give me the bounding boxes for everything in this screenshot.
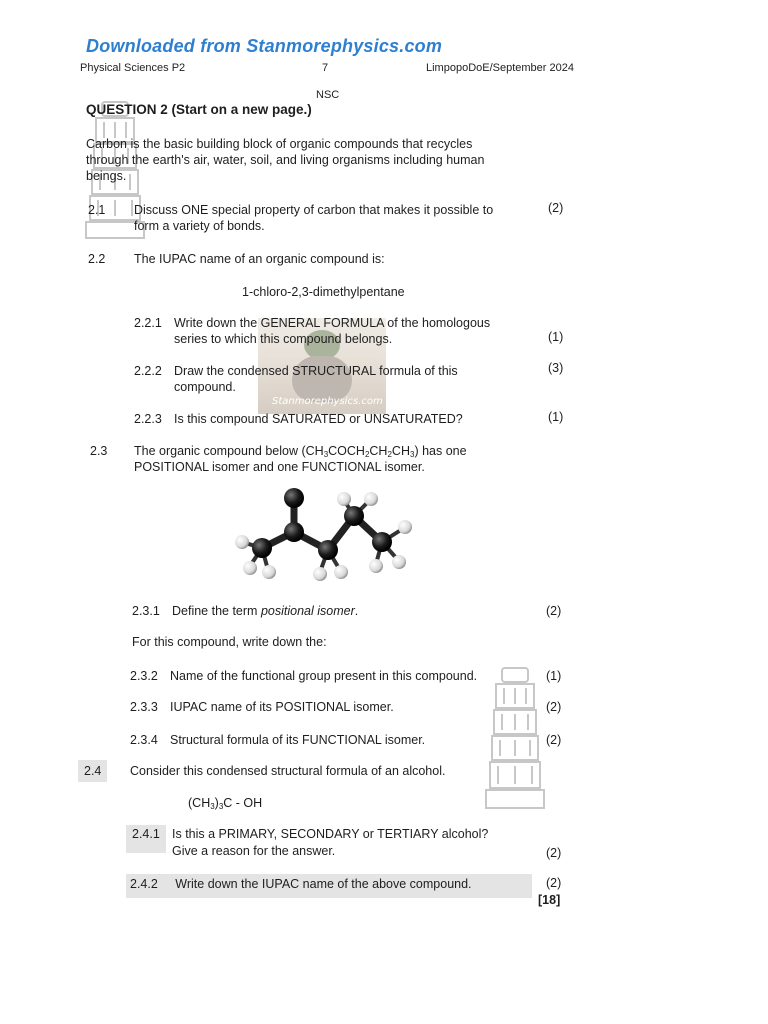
header-nsc: NSC: [316, 89, 340, 101]
q2-3-4-text: Structural formula of its FUNCTIONAL isomer.: [170, 733, 426, 747]
q2-2-2-number: 2.2.2: [134, 364, 162, 378]
q2-3-line-1: The organic compound below $(CH_3COCH_2CH_2CH_3)$ has one: [134, 444, 467, 459]
q2-2-3-number: 2.2.3: [134, 412, 162, 426]
q2-2-3-text: Is this compound SATURATED or UNSATURATED?: [174, 412, 463, 426]
q2-2-number: 2.2: [88, 252, 106, 266]
alcohol-formula: $(CH_3)_3C$ - OH: [188, 796, 263, 811]
q2-2-2-marks: (3): [548, 361, 564, 375]
q2-2-2-line-1: Draw the condensed STRUCTURAL formula of this: [174, 364, 458, 378]
q2-3-4-number: 2.3.4: [130, 733, 158, 747]
question-total-marks: [18]: [538, 893, 561, 907]
q2-2-1-line-2: series to which this compound belongs.: [174, 332, 393, 346]
tower-watermark-icon: [484, 664, 546, 814]
intro-line-1: Carbon is the basic building block of organic compounds that recycles: [86, 137, 473, 151]
q2-3-2-marks: (1): [546, 669, 562, 683]
q2-3-3-text: IUPAC name of its POSITIONAL isomer.: [170, 700, 394, 714]
ball-and-stick-molecule-image: [232, 486, 422, 584]
q2-4-1-line-1: Is this a PRIMARY, SECONDARY or TERTIARY alcohol?: [172, 827, 489, 841]
q2-4-2-number: 2.4.2: [130, 877, 158, 891]
q2-1-line-1: Discuss ONE special property of carbon that makes it possible to: [134, 203, 494, 217]
q2-4-number: 2.4: [78, 760, 107, 782]
for-this-compound-text: For this compound, write down the:: [132, 635, 327, 649]
q2-4-2-row: [126, 874, 532, 898]
q2-1-line-2: form a variety of bonds.: [134, 219, 265, 233]
question-title: QUESTION 2 (Start on a new page.): [86, 102, 312, 117]
q2-4-1-line-2: Give a reason for the answer.: [172, 844, 336, 858]
q2-2-3-marks: (1): [548, 410, 564, 424]
download-banner: Downloaded from Stanmorephysics.com: [86, 36, 443, 56]
q2-4-1-marks: (2): [546, 846, 562, 860]
q2-2-2-line-2: compound.: [174, 380, 236, 394]
q2-4-2-marks: (2): [546, 876, 562, 890]
q2-3-4-marks: (2): [546, 733, 562, 747]
header-subject: Physical Sciences P2: [80, 62, 186, 74]
header-page-number: 7: [322, 62, 329, 74]
q2-2-compound-name: 1-chloro-2,3-dimethylpentane: [242, 285, 405, 299]
q2-2-1-number: 2.2.1: [134, 316, 162, 330]
q2-3-number: 2.3: [90, 444, 108, 458]
photo-watermark-caption: Stanmorephysics.com: [272, 396, 383, 407]
q2-3-1-number: 2.3.1: [132, 604, 160, 618]
q2-1-marks: (2): [548, 201, 564, 215]
q2-2-1-marks: (1): [548, 330, 564, 344]
q2-2-1-line-1: Write down the GENERAL FORMULA of the homologous: [174, 316, 491, 330]
q2-3-2-number: 2.3.2: [130, 669, 158, 683]
q2-2-text: The IUPAC name of an organic compound is:: [134, 252, 385, 266]
header-source: LimpopoDoE/September 2024: [426, 62, 574, 74]
q2-3-1-text: Define the term positional isomer.: [172, 604, 359, 618]
q2-4-2-text: Write down the IUPAC name of the above compound.: [175, 877, 472, 891]
q2-3-2-text: Name of the functional group present in this compound.: [170, 669, 478, 683]
q2-3-line-2: POSITIONAL isomer and one FUNCTIONAL isomer.: [134, 460, 425, 474]
q2-3-1-marks: (2): [546, 604, 562, 618]
intro-line-2: through the earth's air, water, soil, and living organisms including human: [86, 153, 485, 167]
q2-4-text: Consider this condensed structural formula of an alcohol.: [130, 764, 446, 778]
q2-1-number: 2.1: [88, 203, 106, 217]
q2-3-3-marks: (2): [546, 700, 562, 714]
q2-3-3-number: 2.3.3: [130, 700, 158, 714]
q2-4-1-number: 2.4.1: [126, 825, 166, 853]
intro-line-3: beings.: [86, 169, 127, 183]
